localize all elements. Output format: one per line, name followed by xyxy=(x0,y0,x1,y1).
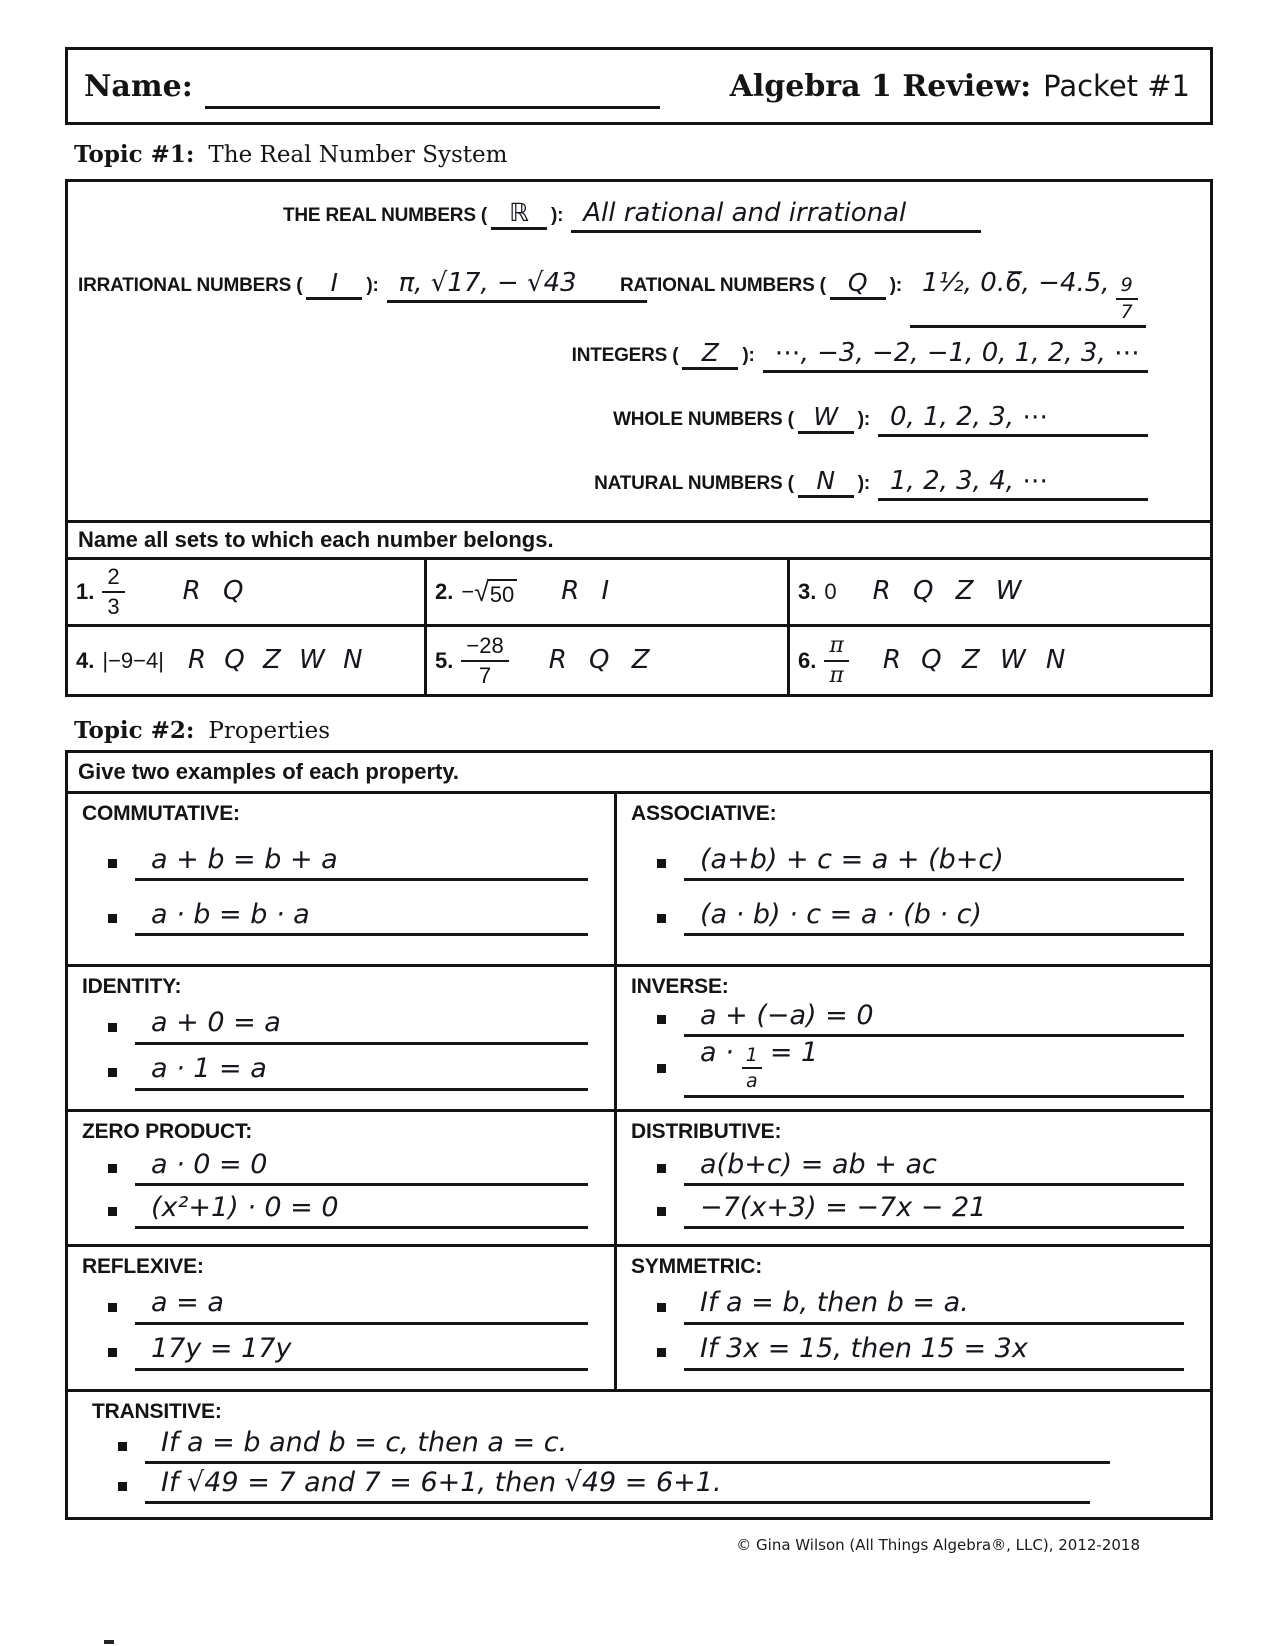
example-rule xyxy=(684,1151,1184,1186)
property-examples xyxy=(631,999,1190,1101)
example-text: a · 0 = 0 xyxy=(151,1149,268,1181)
integers-symbol: Z xyxy=(701,338,719,367)
properties-box xyxy=(65,750,1213,1520)
natural-numbers-symbol: N xyxy=(816,466,836,495)
example-text: a + (−a) = 0 xyxy=(700,999,874,1031)
natural-numbers-label: NATURAL NUMBERS ( xyxy=(594,473,794,494)
integers-answer: ⋯, −3, −2, −1, 0, 1, 2, 3, ⋯ xyxy=(774,338,1140,368)
integers-row xyxy=(572,340,1148,373)
irrational-numbers-symbol: I xyxy=(330,268,339,297)
classify-cell-1 xyxy=(68,560,427,627)
whole-numbers-label: WHOLE NUMBERS ( xyxy=(613,409,794,430)
square-bullet-icon xyxy=(108,1068,117,1077)
item-expression-fraction xyxy=(461,632,508,688)
item-expression: 0 xyxy=(824,579,837,604)
example-line xyxy=(118,1426,1190,1464)
example-line xyxy=(657,1151,1190,1186)
example-line xyxy=(657,1039,1190,1098)
fraction-denominator: 7 xyxy=(478,662,492,688)
item-answer: R Q Z W xyxy=(872,576,1029,607)
fraction-denominator: 7 xyxy=(1120,301,1133,323)
natural-numbers-answer-line xyxy=(878,468,1148,501)
minus-sign: − xyxy=(461,579,475,604)
integers-symbol-blank xyxy=(682,340,738,370)
square-bullet-icon xyxy=(108,1303,117,1312)
rational-numbers-row xyxy=(620,270,1146,328)
example-line xyxy=(108,1151,594,1186)
example-text: If √49 = 7 and 7 = 6+1, then √49 = 6+1. xyxy=(161,1466,722,1498)
natural-numbers-row xyxy=(594,468,1148,501)
example-line xyxy=(657,1289,1190,1324)
square-bullet-icon xyxy=(108,1348,117,1357)
example-rule xyxy=(135,898,588,936)
example-text: If a = b and b = c, then a = c. xyxy=(161,1426,568,1458)
copyright-footer: © Gina Wilson (All Things Algebra®, LLC), 2012-2018 xyxy=(736,1536,1140,1554)
square-bullet-icon xyxy=(118,1482,127,1491)
fraction-numerator: −28 xyxy=(461,635,508,662)
property-zero-product xyxy=(68,1109,617,1244)
example-line xyxy=(108,1055,594,1090)
integers-label: INTEGERS ( xyxy=(571,345,679,366)
example-rule xyxy=(135,1335,588,1370)
item-number: 1. xyxy=(76,579,95,604)
example-text: 17y = 17y xyxy=(151,1333,292,1365)
property-examples xyxy=(92,1424,1190,1509)
example-line xyxy=(108,1289,594,1324)
fraction-numerator: 9 xyxy=(1116,276,1138,300)
properties-instruction-strip xyxy=(68,753,1210,794)
properties-instruction: Give two examples of each property. xyxy=(78,759,460,784)
item-expression-fraction xyxy=(102,566,124,618)
example-line xyxy=(118,1466,1190,1504)
square-bullet-icon xyxy=(108,1164,117,1173)
natural-numbers-answer: 1, 2, 3, 4, ⋯ xyxy=(890,466,1049,496)
item-expression-sqrt xyxy=(461,576,517,607)
irrational-numbers-symbol-blank xyxy=(306,270,362,300)
property-inverse xyxy=(617,964,1210,1109)
rational-numbers-symbol: Q xyxy=(847,268,868,297)
property-symmetric xyxy=(617,1244,1210,1389)
example-line xyxy=(657,898,1190,936)
example-text: a · 1 = a xyxy=(151,1053,267,1085)
whole-numbers-symbol-blank xyxy=(798,404,854,434)
example-rule xyxy=(145,1426,1110,1464)
properties-grid xyxy=(68,794,1210,1517)
fraction-denominator: a xyxy=(745,1070,758,1093)
example-line xyxy=(108,898,594,936)
fraction-denominator: π xyxy=(829,662,844,688)
example-line xyxy=(657,1335,1190,1370)
classify-cell-6 xyxy=(790,627,1210,694)
rational-numbers-answer: 1½, 0.6̅, −4.5, xyxy=(922,268,1110,298)
example-rule xyxy=(135,1009,588,1044)
item-expression: |−9−4| xyxy=(102,647,164,673)
header-box xyxy=(65,47,1213,125)
irrational-numbers-row xyxy=(78,270,647,303)
rational-numbers-close: ): xyxy=(889,275,903,296)
example-rule xyxy=(135,1151,588,1186)
property-name: INVERSE: xyxy=(631,975,729,998)
whole-numbers-answer-line xyxy=(878,404,1148,437)
radicand: 50 xyxy=(487,579,517,606)
property-transitive xyxy=(68,1389,1210,1517)
real-numbers-close: ): xyxy=(551,205,564,226)
real-numbers-answer: All rational and irrational xyxy=(583,198,907,228)
real-numbers-row xyxy=(283,200,981,233)
example-text-post: = 1 xyxy=(769,1037,819,1069)
classify-grid xyxy=(68,560,1210,694)
example-line xyxy=(657,999,1190,1037)
whole-numbers-row xyxy=(613,404,1148,437)
rational-numbers-symbol-blank xyxy=(830,270,886,300)
property-name: IDENTITY: xyxy=(82,975,182,998)
example-rule xyxy=(684,999,1184,1037)
topic1-title: The Real Number System xyxy=(208,142,508,168)
property-name: ZERO PRODUCT: xyxy=(82,1120,253,1143)
example-text: a(b+c) = ab + ac xyxy=(700,1149,937,1181)
example-text: If a = b, then b = a. xyxy=(700,1287,969,1319)
header-title xyxy=(730,69,1190,104)
irrational-numbers-answer-line xyxy=(387,270,647,303)
item-number: 3. xyxy=(798,579,817,604)
whole-numbers-answer: 0, 1, 2, 3, ⋯ xyxy=(890,402,1049,432)
rational-numbers-answer-fraction xyxy=(1116,276,1138,322)
classify-cell-4 xyxy=(68,627,427,694)
fraction-numerator: 1 xyxy=(742,1046,762,1069)
topic2-label: Topic #2: xyxy=(74,717,195,744)
natural-numbers-close: ): xyxy=(857,473,870,494)
example-line xyxy=(108,1191,594,1229)
example-rule xyxy=(684,1039,1184,1098)
classify-cell-2 xyxy=(427,560,790,627)
topic2-title: Properties xyxy=(208,718,331,744)
item-answer: R Q xyxy=(182,576,251,607)
square-bullet-icon xyxy=(108,1207,117,1216)
whole-numbers-close: ): xyxy=(857,409,870,430)
example-text: (a · b) · c = a · (b · c) xyxy=(700,898,982,930)
example-text: a + b = b + a xyxy=(151,843,338,875)
example-rule xyxy=(135,1191,588,1229)
property-distributive xyxy=(617,1109,1210,1244)
square-bullet-icon xyxy=(657,914,666,923)
item-answer: R I xyxy=(561,576,617,607)
item-answer: R Q Z W N xyxy=(187,644,368,675)
rational-numbers-label: RATIONAL NUMBERS ( xyxy=(620,275,826,296)
square-bullet-icon xyxy=(657,1207,666,1216)
item-number: 4. xyxy=(76,647,95,673)
item-answer: R Q Z W N xyxy=(882,644,1072,675)
example-fraction xyxy=(742,1046,762,1091)
square-bullet-icon xyxy=(657,1015,666,1024)
property-reflexive xyxy=(68,1244,617,1389)
real-numbers-label: THE REAL NUMBERS ( xyxy=(283,205,487,226)
property-name: TRANSITIVE: xyxy=(92,1400,222,1423)
property-examples xyxy=(82,826,594,956)
irrational-numbers-answer: π, √17, − √43 xyxy=(398,268,577,298)
example-text: a + 0 = a xyxy=(151,1007,281,1039)
real-numbers-symbol: ℝ xyxy=(509,198,529,227)
property-examples xyxy=(82,1279,594,1381)
real-numbers-symbol-blank xyxy=(491,200,547,230)
example-text: a · b = b · a xyxy=(151,898,310,930)
square-bullet-icon xyxy=(657,1064,666,1073)
fraction-denominator: 3 xyxy=(107,594,120,619)
example-text: If 3x = 15, then 15 = 3x xyxy=(700,1333,1028,1365)
property-examples xyxy=(82,999,594,1101)
square-bullet-icon xyxy=(118,1442,127,1451)
example-rule xyxy=(684,843,1184,881)
course-title: Algebra 1 Review: xyxy=(729,68,1032,104)
example-text: (a+b) + c = a + (b+c) xyxy=(700,843,1004,875)
property-name: COMMUTATIVE: xyxy=(82,802,240,825)
example-rule xyxy=(684,1335,1184,1370)
real-number-system-box xyxy=(65,179,1213,697)
scan-artifact xyxy=(104,1640,114,1644)
example-text: a = a xyxy=(151,1287,224,1319)
classify-cell-5 xyxy=(427,627,790,694)
example-text: −7(x+3) = −7x − 21 xyxy=(700,1191,987,1223)
packet-label: Packet #1 xyxy=(1043,68,1190,103)
classify-instruction-strip xyxy=(68,520,1210,560)
irrational-numbers-close: ): xyxy=(366,275,379,296)
property-identity xyxy=(68,964,617,1109)
whole-numbers-symbol: W xyxy=(813,402,839,431)
square-bullet-icon xyxy=(108,859,117,868)
property-name: REFLEXIVE: xyxy=(82,1255,204,1278)
fraction-numerator: π xyxy=(824,635,848,662)
item-number: 6. xyxy=(798,647,817,673)
property-associative xyxy=(617,794,1210,964)
topic1-label: Topic #1: xyxy=(74,141,195,168)
topic1-heading xyxy=(74,141,507,168)
topic2-heading xyxy=(74,717,330,744)
integers-answer-line xyxy=(763,340,1148,373)
item-number: 2. xyxy=(435,579,454,604)
square-bullet-icon xyxy=(657,859,666,868)
rational-numbers-answer-line xyxy=(910,270,1146,328)
property-examples xyxy=(631,826,1190,956)
square-bullet-icon xyxy=(108,1023,117,1032)
name-label: Name: xyxy=(84,68,193,104)
example-rule xyxy=(684,898,1184,936)
square-bullet-icon xyxy=(657,1348,666,1357)
item-answer: R Q Z xyxy=(548,644,657,675)
integers-close: ): xyxy=(742,345,755,366)
example-rule xyxy=(135,1289,588,1324)
fraction-numerator: 2 xyxy=(102,566,124,593)
example-line xyxy=(657,843,1190,881)
property-examples xyxy=(82,1144,594,1236)
property-name: SYMMETRIC: xyxy=(631,1255,762,1278)
example-rule xyxy=(684,1289,1184,1324)
property-name: ASSOCIATIVE: xyxy=(631,802,777,825)
classify-cell-3 xyxy=(790,560,1210,627)
natural-numbers-symbol-blank xyxy=(798,468,854,498)
property-name: DISTRIBUTIVE: xyxy=(631,1120,782,1143)
square-bullet-icon xyxy=(108,914,117,923)
example-line xyxy=(657,1191,1190,1229)
name-blank-line xyxy=(205,64,660,109)
example-text-pre: a · xyxy=(700,1037,734,1069)
irrational-numbers-label: IRRATIONAL NUMBERS ( xyxy=(78,275,303,296)
example-line xyxy=(108,1335,594,1370)
property-examples xyxy=(631,1144,1190,1236)
item-number: 5. xyxy=(435,647,454,673)
square-bullet-icon xyxy=(657,1164,666,1173)
property-examples xyxy=(631,1279,1190,1381)
square-bullet-icon xyxy=(657,1303,666,1312)
item-expression-fraction xyxy=(824,632,848,688)
classify-instruction: Name all sets to which each number belongs. xyxy=(78,527,554,552)
example-rule xyxy=(135,843,588,881)
real-numbers-answer-line xyxy=(571,200,981,233)
radical-sign: √ xyxy=(474,576,489,607)
example-rule xyxy=(135,1055,588,1090)
property-commutative xyxy=(68,794,617,964)
example-text: (x²+1) · 0 = 0 xyxy=(151,1191,339,1223)
example-line xyxy=(108,1009,594,1044)
example-rule xyxy=(145,1466,1090,1504)
example-line xyxy=(108,843,594,881)
example-rule xyxy=(684,1191,1184,1229)
